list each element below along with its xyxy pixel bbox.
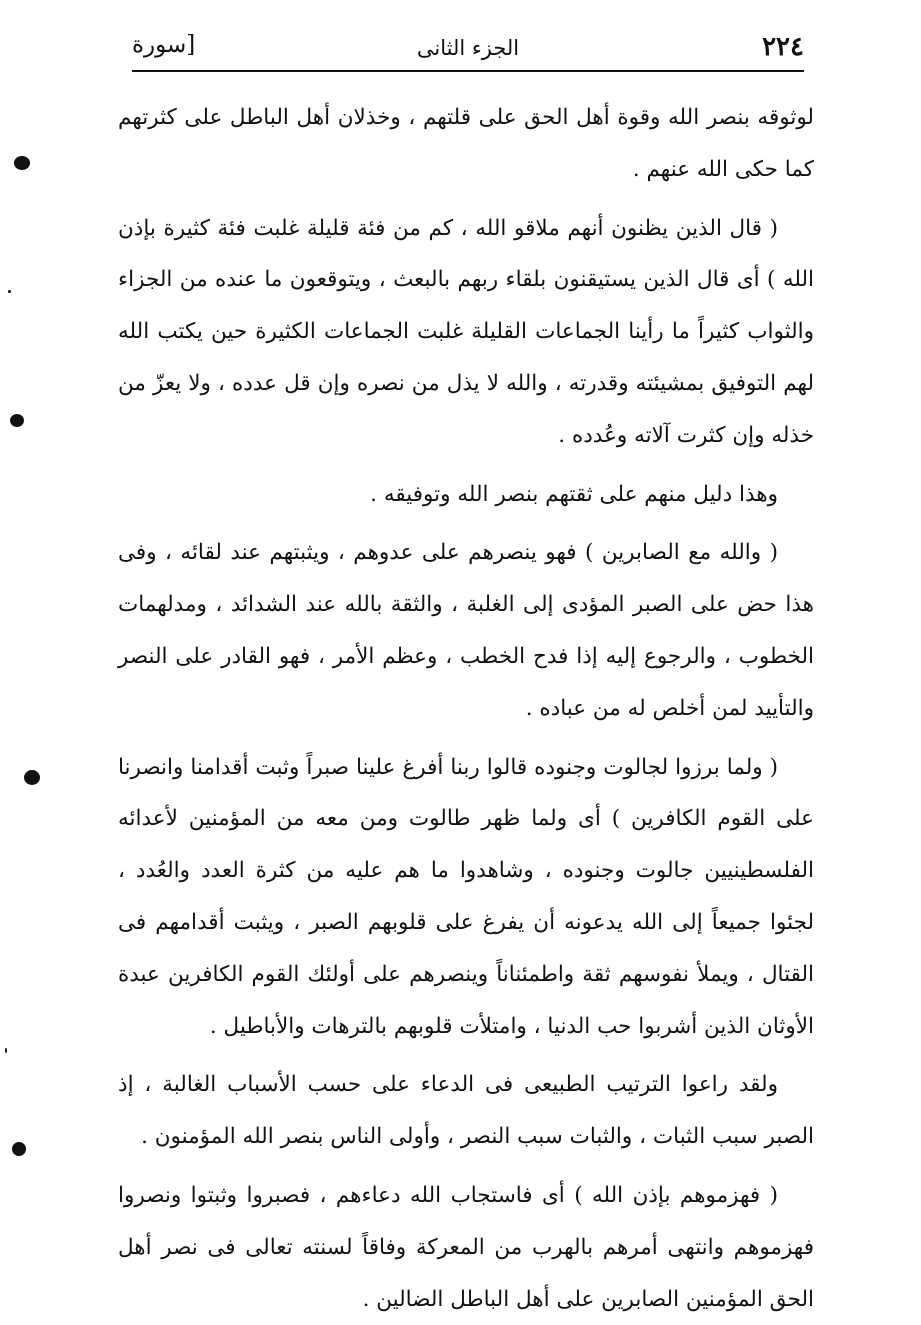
scan-speck	[24, 770, 40, 785]
page-header	[132, 28, 804, 70]
scan-speck	[14, 156, 30, 170]
paragraph: ( والله مع الصابرين ) فهو ينصرهم على عدوهم ، ويثبتهم عند لقائه ، وفى هذا حض على الصبر المؤدى إلى الغلبة ، والثقة بالله عند الشدائد ، ومدلهمات الخطوب ، والرجوع إليه إذا فدح الخطب ، وعظم الأمر ، فهو القادر على النصر والتأييد لمن أخلص له من عباده .	[118, 540, 814, 721]
page-number: ٢٢٤	[762, 32, 804, 62]
paragraph: وهذا دليل منهم على ثقتهم بنصر الله وتوفيقه .	[370, 481, 778, 507]
paragraph: ( ولما برزوا لجالوت وجنوده قالوا ربنا أفرغ علينا صبراً وثبت أقدامنا وانصرنا على القوم الكافرين ) أى ولما ظهر طالوت ومن معه من المؤمنين لأعدائه الفلسطينيين جالوت وجنوده ، وشاهدوا ما هم عليه من كثرة العدد والعُدد ، لجئوا جميعاً إلى الله يدعونه أن يفرغ على قلوبهم الصبر ، ويثبت أقدامهم فى القتال ، ويملأ نفوسهم ثقة واطمئناناً وينصرهم على أولئك القوم الكافرين عبدة الأوثان الذين أشربوا حب الدنيا ، وامتلأت قلوبهم بالترهات والأباطيل .	[118, 754, 814, 1039]
paragraph: لوثوقه بنصر الله وقوة أهل الحق على قلتهم ، وخذلان أهل الباطل على كثرتهم كما حكى الله عنهم .	[118, 105, 814, 182]
paragraph: ( فهزموهم بإذن الله ) أى فاستجاب الله دعاءهم ، فصبروا وثبتوا ونصروا فهزموهم وانتهى أمرهم بالهرب من المعركة وفاقاً لسنته تعالى فى نصر أهل الحق المؤمنين الصابرين على أهل الباطل الضالين .	[118, 1182, 814, 1312]
scan-speck	[12, 1142, 26, 1156]
surah-label: [سورة	[132, 32, 196, 58]
header-divider	[132, 70, 804, 72]
part-title: الجزء الثانى	[416, 36, 520, 60]
body-text	[118, 92, 814, 1325]
paragraph: ولقد راعوا الترتيب الطبيعى فى الدعاء على حسب الأسباب الغالبة ، إذ الصبر سبب الثبات ، والثبات سبب النصر ، وأولى الناس بنصر الله المؤمنون .	[118, 1072, 814, 1150]
scan-speck	[5, 1048, 7, 1053]
paragraph: ( قال الذين يظنون أنهم ملاقو الله ، كم من فئة قليلة غلبت فئة كثيرة بإذن الله ) أى قال الذين يستيقنون بلقاء ربهم بالبعث ، ويتوقعون ما عنده من الجزاء والثواب كثيراً ما رأينا الجماعات القليلة غلبت الجماعات الكثيرة حين يكتب الله لهم التوفيق بمشيئته وقدرته ، والله لا يذل من نصره وإن قل عدده ، ولا يعزّ من خذله وإن كثرت آلاته وعُدده .	[118, 215, 814, 448]
scan-speck	[10, 414, 24, 427]
scan-speck	[8, 290, 11, 293]
